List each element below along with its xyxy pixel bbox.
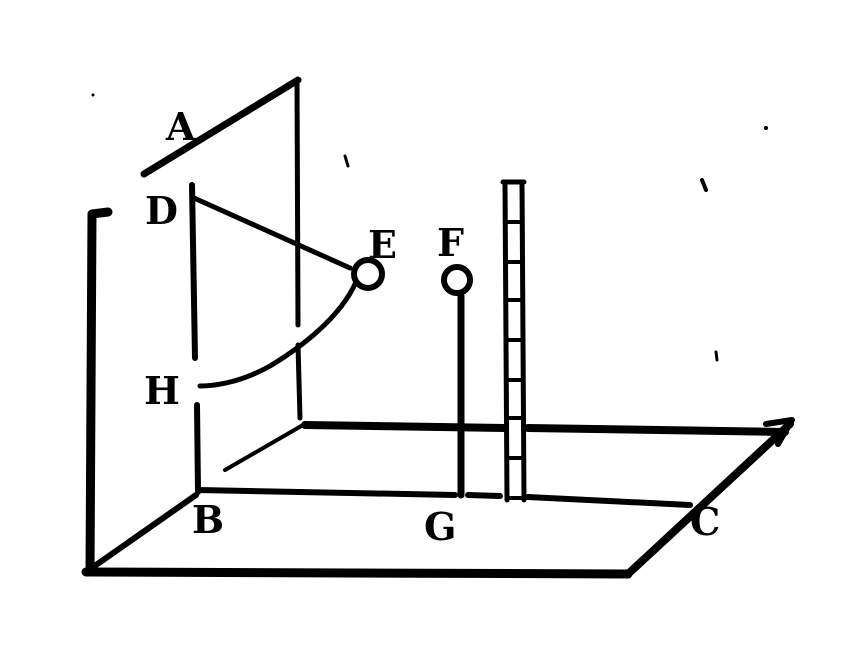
label-a: A xyxy=(166,104,196,149)
speck xyxy=(764,126,768,130)
graduated-column xyxy=(503,182,524,500)
label-c: C xyxy=(690,499,721,544)
speck xyxy=(92,94,95,97)
arc-eh xyxy=(200,282,356,386)
label-f: F xyxy=(437,220,464,265)
label-h: H xyxy=(144,368,180,413)
vertical-plane xyxy=(144,80,690,505)
pendulum xyxy=(194,198,382,386)
speck xyxy=(702,180,706,190)
plane-right-edge xyxy=(297,80,300,418)
bob-f xyxy=(444,267,470,293)
post-fg xyxy=(444,267,470,495)
floor-near-edge xyxy=(86,572,628,574)
left-wall-edge xyxy=(90,212,108,572)
floor-left-edge xyxy=(86,495,196,572)
label-e: E xyxy=(368,222,397,267)
label-g: G xyxy=(424,504,457,549)
label-d: D xyxy=(145,188,178,233)
floor-far-edge xyxy=(305,425,785,432)
speck xyxy=(716,352,717,360)
string-de xyxy=(194,198,350,268)
speck xyxy=(345,156,348,166)
line-bc xyxy=(198,490,690,505)
left-wall xyxy=(90,212,108,572)
line-db xyxy=(192,185,198,492)
floor-left-edge-back xyxy=(225,425,303,470)
label-b: B xyxy=(192,497,225,542)
